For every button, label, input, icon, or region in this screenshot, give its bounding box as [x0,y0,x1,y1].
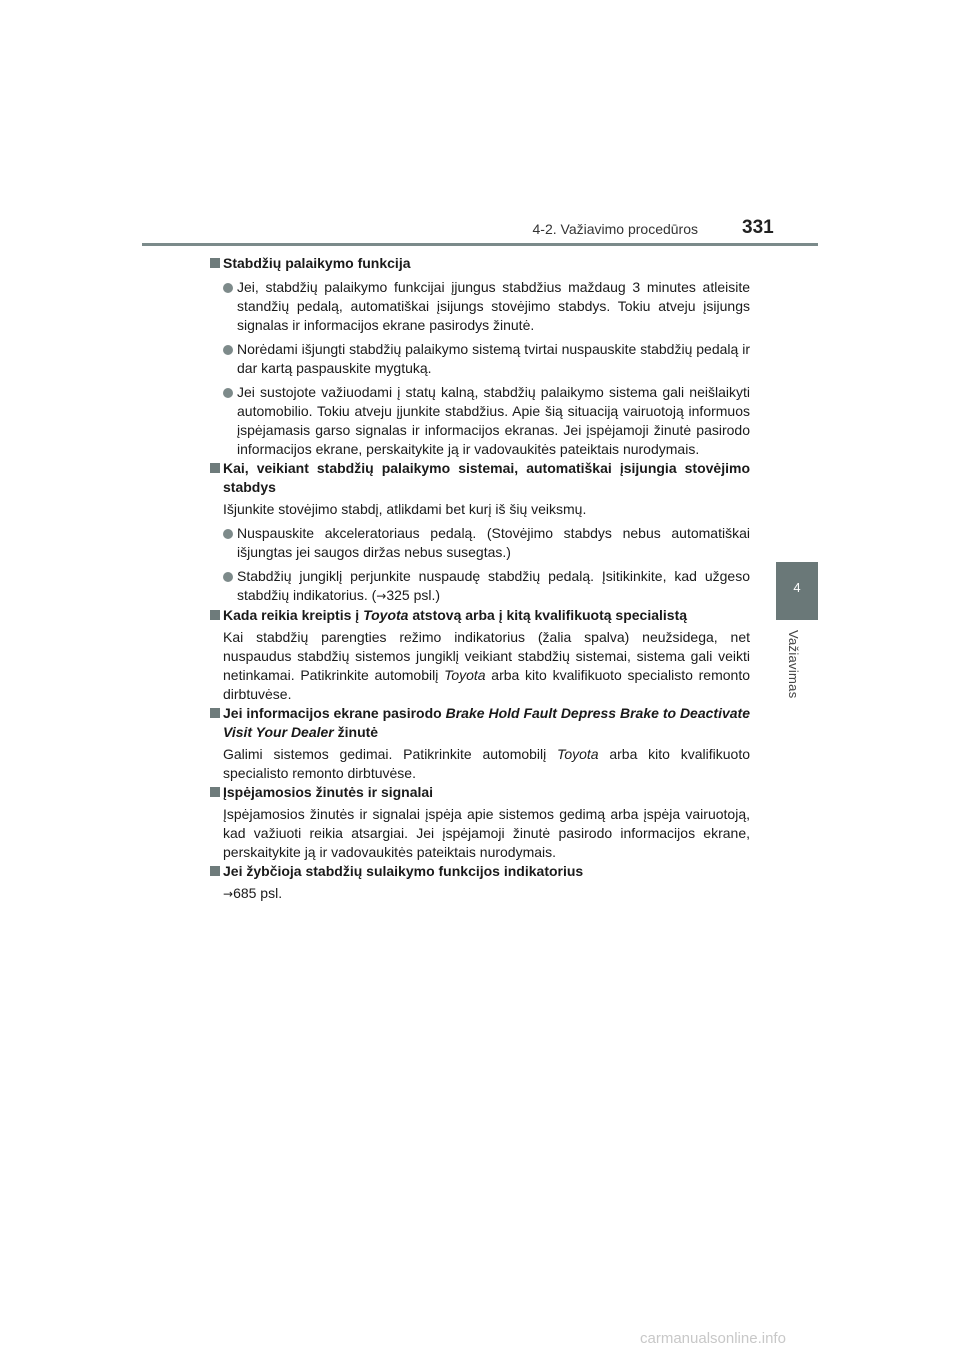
square-bullet-icon [210,708,220,718]
paragraph: Galimi sistemos gedimai. Patikrinkite automobilį Toyota arba kito kvalifikuoto specialisto remonto dirbtuvėse. [223,746,750,781]
page-content [210,254,750,904]
round-bullet-icon [223,388,233,398]
paragraph: Įspėjamosios žinutės ir signalai įspėja apie sistemos gedimą arba įspėja vairuotoją, kad važiuoti reikia atsargiai. Jei įspėjamoji žinutė pasirodo informacijos ekrane, perskaitykite ją ir vadovaukitės pateiktais nurodymais. [223,806,750,860]
arrow-right-icon: → [376,589,387,603]
square-bullet-icon [210,610,220,620]
section-warnings [210,783,750,862]
round-bullet-icon [223,529,233,539]
section-fault-message [210,704,750,783]
paragraph: Išjunkite stovėjimo stabdį, atlikdami bet kurį iš šių veiksmų. [223,501,587,517]
paragraph [223,884,750,904]
list-item: Jei, stabdžių palaikymo funkcijai įjungus stabdžius maždaug 3 minutes atleisite standžių pedalą, automatiškai įsijungs stovėjimo stabdys. Tokiu atveju įsijungs signalas ir informacijos ekrane pasirodys žinutė. [223,278,750,335]
section-heading: Kai, veikiant stabdžių palaikymo sistemai, automatiškai įsijungia stovėjimo stabdys [210,459,750,497]
arrow-right-icon: → [223,887,234,901]
section-auto-parking-brake [210,459,750,606]
header-divider [142,243,818,246]
page-number: 331 [742,217,774,238]
chapter-number: 4 [793,580,801,595]
page-reference[interactable]: 685 psl. [233,885,283,901]
square-bullet-icon [210,866,220,876]
list-item: Norėdami išjungti stabdžių palaikymo sistemą tvirtai nuspauskite stabdžių pedalą ir dar kartą paspauskite mygtuką. [223,340,750,378]
section-heading: Jei žybčioja stabdžių sulaikymo funkcijos indikatorius [210,862,750,881]
square-bullet-icon [210,787,220,797]
section-heading: Įspėjamosios žinutės ir signalai [210,783,750,802]
page-reference[interactable]: 325 psl.) [386,587,441,603]
square-bullet-icon [210,463,220,473]
chapter-tab [776,562,818,620]
list-item: Jei sustojote važiuodami į statų kalną, stabdžių palaikymo sistema gali neišlaikyti automobilio. Tokiu atveju įjunkite stabdžius. Apie šią situaciją vairuotoją informuos įspėjamasis garso signalas ir informacijos ekranas. Jei įspėjamoji žinutė pasirodo informacijos ekrane, perskaitykite ją ir vadovaukitės pateiktais nurodymais. [223,383,750,459]
list-item: Stabdžių jungiklį perjunkite nuspaudę stabdžių pedalą. Įsitikinkite, kad užgeso stabdžių indikatorius. (→325 psl.) [223,567,750,606]
section-heading: Kada reikia kreiptis į Toyota atstovą arba į kitą kvalifikuotą specialistą [210,606,750,625]
page-header [0,0,960,250]
round-bullet-icon [223,572,233,582]
section-heading: Stabdžių palaikymo funkcija [210,254,750,273]
list-item: Nuspauskite akceleratoriaus pedalą. (Stovėjimo stabdys nebus automatiškai išjungtas jei saugos diržas nebus susegtas.) [223,524,750,562]
section-brake-hold [210,254,750,459]
paragraph: Kai stabdžių parengties režimo indikatorius (žalia spalva) neužsidega, net nuspaudus stabdžių sistemos jungiklį veikiant stabdžių sistemai, sistema gali veikti netinkamai. Patikrinkite automobilį Toyota arba kito kvalifikuoto specialisto remonto dirbtuvėse. [223,629,751,702]
square-bullet-icon [210,258,220,268]
section-contact-dealer [210,606,750,704]
watermark: carmanualsonline.info [640,1330,786,1347]
round-bullet-icon [223,345,233,355]
section-indicator-flashing [210,862,750,904]
section-heading: Jei informacijos ekrane pasirodo Brake Hold Fault Depress Brake to Deactivate Visit Your Dealer žinutė [210,704,750,742]
round-bullet-icon [223,283,233,293]
section-title: 4-2. Važiavimo procedūros [532,221,698,237]
chapter-label: Važiavimas [786,630,801,699]
